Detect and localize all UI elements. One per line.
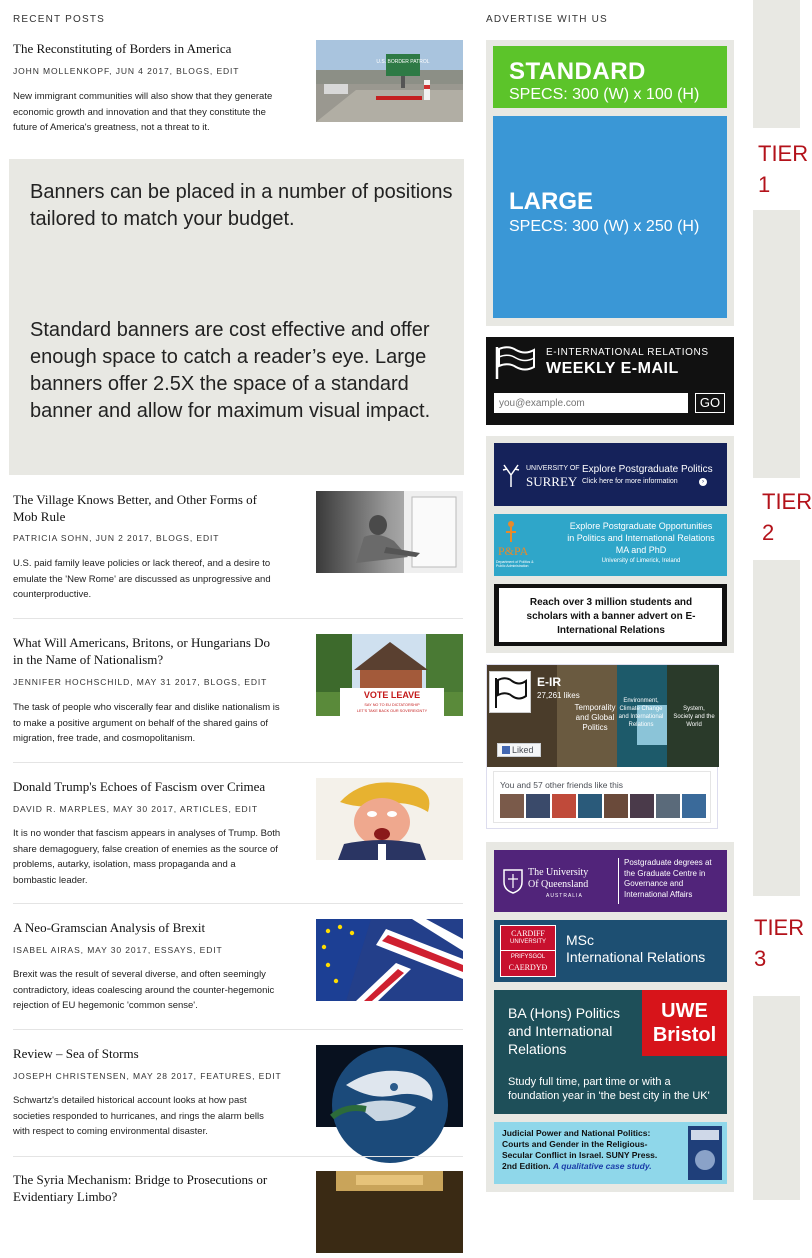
window-figure-image — [316, 491, 463, 573]
large-banner-specs: SPECS: 300 (W) x 250 (H) — [509, 218, 700, 235]
post-excerpt: Schwartz's detailed historical account looks at how past societies responded to hurricanes, and rings the alarm bells with respect to coming environmental disaster. — [13, 1095, 264, 1137]
friend-avatar[interactable] — [682, 794, 706, 818]
post-category[interactable]: BLOGS — [203, 677, 238, 687]
surrey-ad-subline: Click here for more information — [582, 478, 678, 485]
post-divider — [13, 1156, 463, 1157]
book-title-1: Temporality and Global Politics — [574, 703, 616, 732]
uq-description: Postgraduate degrees at the Graduate Centre in Governance and International Affairs — [624, 858, 712, 899]
post-divider — [13, 903, 463, 904]
uwe-logo-line1: UWE — [661, 1000, 708, 1022]
post-category[interactable]: BLOGS — [176, 66, 210, 76]
cardiff-logo-line2: UNIVERSITY — [509, 939, 546, 945]
friend-avatar[interactable] — [604, 794, 628, 818]
post-category[interactable]: BLOGS — [156, 533, 190, 543]
vote-leave-sign-image — [316, 634, 463, 716]
post-divider — [13, 1029, 463, 1030]
post-divider — [13, 762, 463, 763]
post-title[interactable]: What Will Americans, Britons, or Hungarians Do in the Name of Nationalism? — [13, 635, 271, 667]
book-cover-image — [688, 1126, 722, 1180]
limerick-logo-sub: Department of Politics & Public Administration — [496, 560, 534, 568]
cardiff-ad-line1: MSc — [566, 932, 594, 948]
post-edit-link[interactable]: EDIT — [234, 804, 258, 814]
uwe-ad-foot2: foundation year in 'the best city in the UK' — [508, 1090, 710, 1102]
suny-line2: Courts and Gender in the Religious- — [502, 1139, 648, 1149]
post-thumbnail[interactable] — [316, 491, 463, 573]
post-category[interactable]: ESSAYS — [154, 945, 194, 955]
banner-info-box — [9, 159, 464, 475]
tier-2-number: 2 — [762, 520, 775, 545]
newsletter-signup — [486, 337, 734, 425]
cardiff-ad[interactable] — [494, 920, 727, 982]
post-date: MAY 30 2017 — [113, 804, 174, 814]
surrey-logo-line1: UNIVERSITY OF — [526, 465, 580, 472]
post-edit-link[interactable]: EDIT — [199, 945, 223, 955]
tier-3-number: 3 — [754, 946, 767, 971]
facebook-likes-count: 27,261 likes — [537, 691, 580, 700]
post-date: JUN 2 2017 — [95, 533, 150, 543]
book-title-2: Environment, Climate Change and International Relations — [618, 698, 664, 728]
post-meta: JOSEPH CHRISTENSEN, MAY 28 2017, FEATURES, EDIT — [13, 1071, 282, 1081]
suny-line4: 2nd Edition. — [502, 1161, 551, 1171]
newsletter-title: WEEKLY E-MAIL — [546, 360, 679, 377]
post-meta: JOHN MOLLENKOPF, JUN 4 2017, BLOGS, EDIT — [13, 66, 240, 76]
cardiff-logo-line4: CAERDYÐ — [508, 963, 548, 972]
post-meta: ISABEL AIRAS, MAY 30 2017, ESSAYS, EDIT — [13, 945, 223, 955]
eir-page-avatar[interactable] — [489, 671, 531, 713]
limerick-logo: P&PA — [498, 544, 529, 558]
eu-uk-flags-image — [316, 919, 463, 1001]
thumbs-up-icon — [502, 746, 510, 754]
cardiff-logo-rule — [501, 950, 555, 951]
banner-info-text-1: Banners can be placed in a number of positions tailored to match your budget. — [30, 181, 453, 230]
post-title[interactable]: Donald Trump's Echoes of Fascism over Crimea — [13, 779, 266, 794]
standard-banner-ad[interactable] — [493, 46, 727, 108]
post-meta: PATRICIA SOHN, JUN 2 2017, BLOGS, EDIT — [13, 533, 220, 543]
facebook-liked-button[interactable] — [497, 743, 541, 757]
crest-icon — [502, 868, 524, 894]
arrow-right-icon: › — [699, 478, 707, 486]
post-date: MAY 28 2017 — [133, 1071, 194, 1081]
uwe-bristol-ad[interactable] — [494, 990, 727, 1114]
surrey-ad-headline: Explore Postgraduate Politics — [582, 464, 713, 475]
post-edit-link[interactable]: EDIT — [244, 677, 268, 687]
post-meta: JENNIFER HOCHSCHILD, MAY 31 2017, BLOGS, EDIT — [13, 677, 268, 687]
post-category[interactable]: ARTICLES — [179, 804, 229, 814]
facebook-page-name[interactable]: E-IR — [537, 675, 561, 689]
limerick-ad[interactable] — [494, 514, 727, 576]
suny-line1: Judicial Power and National Politics: — [502, 1128, 651, 1138]
uq-divider — [618, 858, 619, 904]
suny-line4-row — [502, 1161, 690, 1172]
large-banner-bg — [493, 116, 727, 318]
post-excerpt: Brexit was the result of several diverse, and often seemingly contradictory, ideas coalescing around the counter-hegemonic rejection of EU hegemonic 'common sense'. — [13, 969, 275, 1011]
post-date: MAY 31 2017 — [136, 677, 198, 687]
uwe-ad-line2: and International — [508, 1023, 613, 1039]
uwe-ad-foot1: Study full time, part time or with a — [508, 1076, 671, 1088]
friend-avatar[interactable] — [552, 794, 576, 818]
post-date: MAY 30 2017 — [87, 945, 148, 955]
suny-book-ad[interactable] — [494, 1122, 727, 1184]
eir-flag-logo-icon — [494, 345, 536, 381]
post-edit-link[interactable]: EDIT — [196, 533, 220, 543]
post-author[interactable]: JENNIFER HOCHSCHILD — [13, 677, 131, 687]
limerick-ad-line4: University of Limerick, Ireland — [601, 558, 681, 564]
post-item — [13, 1171, 463, 1211]
post-thumbnail[interactable] — [316, 778, 463, 860]
large-banner-ad[interactable] — [493, 116, 727, 318]
uwe-ad-line1: BA (Hons) Politics — [508, 1005, 621, 1021]
cardiff-logo-line1: CARDIFF — [511, 929, 545, 938]
post-title[interactable]: The Reconstituting of Borders in America — [13, 41, 232, 56]
post-thumbnail[interactable] — [316, 40, 463, 122]
uwe-logo-line2: Bristol — [652, 1024, 717, 1046]
banner-info-text-2: Standard banners are cost effective and offer enough space to catch a reader’s eye. Large banners offer 2.5X the space of a standard banner and allow for maximum visual impact. — [30, 319, 431, 422]
tier-1-number: 1 — [758, 172, 771, 197]
post-divider — [13, 618, 463, 619]
post-edit-link[interactable]: EDIT — [258, 1071, 282, 1081]
post-excerpt: It is no wonder that fascism appears in analyses of Trump. Both share demagoguery, false creation of enemies as the source of problems, autarky, isolation, mass propaganda and a bombastic leader. — [13, 828, 281, 886]
post-thumbnail[interactable] — [316, 634, 463, 716]
post-category[interactable]: FEATURES — [200, 1071, 253, 1081]
sign-subtext-1: SAY NO TO EU DICTATORSHIP — [364, 703, 420, 707]
limerick-ad-line1: Explore Postgraduate Opportunities — [569, 521, 713, 531]
border-sign-text: U.S. BORDER PATROL — [376, 59, 430, 65]
facebook-friends-box — [493, 771, 711, 823]
newsletter-email-input[interactable] — [494, 393, 688, 413]
stag-icon — [500, 463, 522, 489]
friend-avatar[interactable] — [578, 794, 602, 818]
post-thumbnail[interactable] — [316, 1171, 463, 1253]
border-checkpoint-image — [316, 40, 463, 122]
reach-ad-inner — [499, 588, 722, 642]
tier3-ad-panel — [486, 842, 734, 1192]
post-excerpt: U.S. paid family leave policies or lack thereof, and a desire to emulate the 'New Rome' are discussed as unprogressive and counterproductive. — [13, 558, 271, 600]
friend-avatars — [500, 794, 706, 823]
newsletter-go-button[interactable]: GO — [695, 393, 725, 413]
advertise-sidebar — [470, 0, 750, 1200]
sign-text: VOTE LEAVE — [363, 690, 421, 700]
post-edit-link[interactable]: EDIT — [216, 66, 240, 76]
uq-name-line3: AUSTRALIA — [546, 893, 583, 899]
friend-avatar[interactable] — [630, 794, 654, 818]
suny-line5: A qualitative case study. — [553, 1161, 652, 1171]
post-title[interactable]: Review – Sea of Storms — [13, 1046, 139, 1061]
uq-name-line2: Of Queensland — [528, 879, 589, 890]
newsletter-brand: E-INTERNATIONAL RELATIONS — [546, 347, 709, 358]
figure-icon — [504, 520, 518, 544]
uq-name-line1: The University — [528, 867, 589, 878]
post-title[interactable]: The Village Knows Better, and Other Forms of Mob Rule — [13, 492, 257, 524]
facebook-friends-text: You and 57 other friends like this — [500, 780, 624, 790]
recent-posts-heading: RECENT POSTS — [13, 14, 106, 25]
liked-label: Liked — [512, 745, 534, 755]
advertise-heading: ADVERTISE WITH US — [486, 14, 608, 25]
tier-1-word: TIER — [758, 141, 809, 166]
reach-advert-ad[interactable] — [494, 584, 727, 646]
uwe-logo — [642, 990, 727, 1056]
cardiff-logo-line3: PRIFYSGOL — [510, 954, 546, 960]
post-excerpt: The task of people who viscerally fear and dislike nationalism is to make a positive argument on behalf of the shared gains of migration, free trade, and cosmopolitanism. — [13, 702, 280, 744]
post-author[interactable]: JOHN MOLLENKOPF — [13, 66, 110, 76]
post-item — [13, 491, 463, 611]
uq-ad[interactable] — [494, 850, 727, 912]
post-item — [13, 634, 463, 754]
chamber-image — [316, 1171, 463, 1253]
friend-avatar[interactable] — [656, 794, 680, 818]
cardiff-ad-line2: International Relations — [566, 949, 706, 965]
suny-ad-text — [502, 1128, 690, 1172]
uwe-ad-line3: Relations — [508, 1041, 567, 1057]
book-title-3: System, Society and the World — [673, 706, 715, 728]
eir-flag-logo-icon — [490, 672, 530, 712]
post-author[interactable]: JOSEPH CHRISTENSEN — [13, 1071, 127, 1081]
suny-line3: Secular Conflict in Israel. SUNY Press. — [502, 1150, 658, 1160]
friend-avatar[interactable] — [526, 794, 550, 818]
post-item — [13, 40, 463, 155]
post-author[interactable]: DAVID R. MARPLES — [13, 804, 107, 814]
post-thumbnail[interactable] — [316, 1045, 463, 1127]
hurricane-image — [316, 1045, 463, 1127]
limerick-ad-line3: MA and PhD — [615, 545, 667, 555]
facebook-page-widget — [486, 664, 718, 829]
post-excerpt: New immigrant communities will also show that they generate economic growth and innovation and that they constitute the future of America's greatness, not a threat to it. — [13, 91, 273, 133]
tier1-ad-panel — [486, 40, 734, 326]
tier-3-word: TIER — [754, 915, 805, 940]
standard-banner-title: STANDARD — [509, 58, 646, 85]
post-thumbnail[interactable] — [316, 919, 463, 1001]
friend-avatar[interactable] — [500, 794, 524, 818]
limerick-ad-line2: in Politics and International Relations — [567, 533, 715, 543]
large-banner-title: LARGE — [509, 188, 593, 215]
tier-2-word: TIER — [762, 489, 812, 514]
tier-1-label — [753, 128, 809, 210]
tier2-ad-panel — [486, 436, 734, 653]
caricature-image — [316, 778, 463, 860]
post-item — [13, 1045, 463, 1145]
post-author[interactable]: PATRICIA SOHN — [13, 533, 90, 543]
post-title[interactable]: A Neo-Gramscian Analysis of Brexit — [13, 920, 206, 935]
sign-subtext-2: LET'S TAKE BACK OUR SOVEREIGNTY — [356, 709, 428, 713]
reach-ad-text: Reach over 3 million students and scholars with a banner advert on E-International Relations — [526, 597, 696, 636]
surrey-ad[interactable] — [494, 443, 727, 506]
cardiff-logo — [500, 925, 556, 977]
standard-banner-specs: SPECS: 300 (W) x 100 (H) — [509, 86, 700, 103]
post-meta: DAVID R. MARPLES, MAY 30 2017, ARTICLES, EDIT — [13, 804, 258, 814]
tier-2-label — [753, 478, 812, 560]
post-author[interactable]: ISABEL AIRAS — [13, 945, 81, 955]
post-item — [13, 778, 463, 893]
post-title[interactable]: The Syria Mechanism: Bridge to Prosecutions or Evidentiary Limbo? — [13, 1172, 268, 1204]
post-item — [13, 919, 463, 1019]
tier-3-label — [753, 896, 805, 996]
surrey-logo-line2: SURREY — [526, 474, 578, 489]
post-date: JUN 4 2017 — [115, 66, 170, 76]
